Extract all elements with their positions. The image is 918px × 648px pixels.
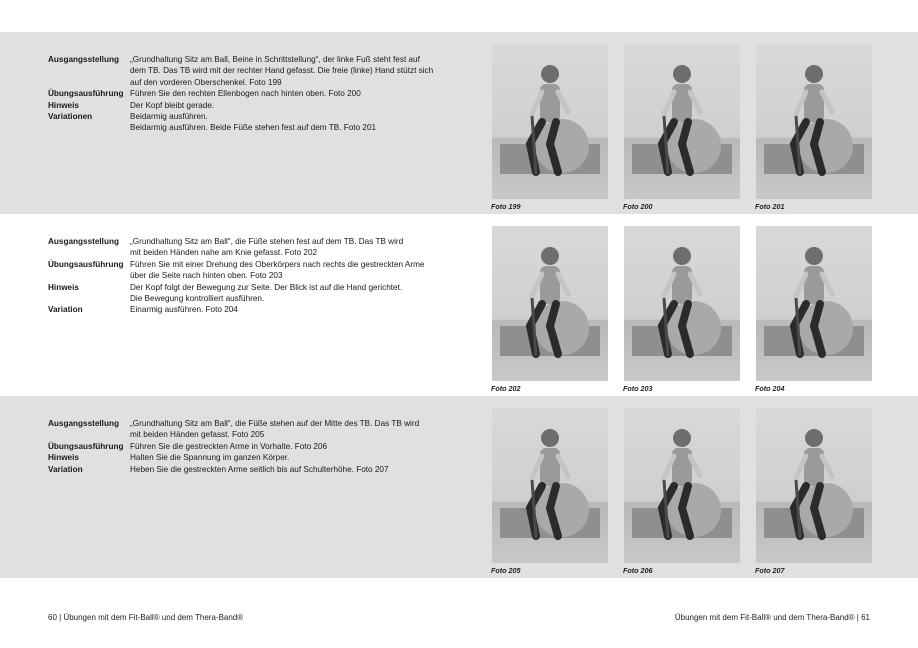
photo-caption: Foto 206: [623, 566, 653, 575]
row-text: Führen Sie den rechten Ellenbogen nach hinten oben. Foto 200: [130, 89, 361, 99]
footer-right-page-number: Übungen mit dem Fit-Ball® und dem Thera-Band® | 61: [674, 613, 870, 622]
row-label: Übungsausführung: [48, 89, 124, 99]
description-row: [48, 304, 440, 315]
row-text: „Grundhaltung Sitz am Ball“, die Füße stehen auf der Mitte des TB. Das TB wird: [130, 419, 420, 428]
row-text: Führen Sie mit einer Drehung des Oberkörpers nach rechts die gestreckten Arme: [130, 259, 425, 269]
row-text: Beidarmig ausführen. Beide Füße stehen fest auf dem TB. Foto 201: [130, 123, 377, 133]
woman-on-ball-photo: [492, 408, 608, 563]
photo-caption: Foto 204: [755, 384, 785, 393]
woman-on-ball-photo: [492, 226, 608, 381]
photo-caption: Foto 201: [755, 202, 785, 211]
description-row: [48, 77, 440, 88]
woman-on-ball-photo: [624, 408, 740, 563]
description-row: [48, 464, 440, 475]
exercise-description: [48, 54, 440, 134]
row-label-spacer: [48, 65, 130, 76]
row-text: Einarmig ausführen. Foto 204: [130, 305, 238, 315]
row-text: Beidarmig ausführen.: [130, 112, 208, 122]
footer-left-page-number: 60 | Übungen mit dem Fit-Ball® und dem Thera-Band®: [48, 613, 244, 622]
photo-caption: Foto 199: [491, 202, 521, 211]
description-row: [48, 418, 440, 429]
row-label: Ausgangsstellung: [48, 419, 119, 428]
row-text: Halten Sie die Spannung im ganzen Körper.: [130, 453, 290, 463]
row-label-spacer: [48, 247, 130, 258]
row-text: über die Seite nach hinten oben. Foto 203: [130, 271, 283, 281]
woman-on-ball-photo: [756, 226, 872, 381]
exercise-description: [48, 418, 440, 475]
description-row: [48, 441, 440, 452]
description-row: [48, 100, 440, 111]
row-label: Übungsausführung: [48, 441, 124, 451]
description-row: [48, 452, 440, 463]
row-label-spacer: [48, 293, 130, 304]
woman-on-ball-photo: [756, 44, 872, 199]
row-text: Heben Sie die gestreckten Arme seitlich bis auf Schulterhöhe. Foto 207: [130, 464, 389, 474]
description-row: [48, 111, 440, 122]
description-row: [48, 122, 440, 133]
row-label-spacer: [48, 122, 130, 133]
row-label: Ausgangsstellung: [48, 237, 119, 246]
woman-on-ball-photo: [624, 226, 740, 381]
row-text: auf den vorderen Oberschenkel. Foto 199: [130, 77, 282, 87]
exercise-description: [48, 236, 440, 316]
row-text: Der Kopf bleibt gerade.: [130, 100, 215, 110]
description-row: [48, 247, 440, 258]
row-label-spacer: [48, 77, 130, 88]
row-text: „Grundhaltung Sitz am Ball, Beine in Schrittstellung“, der linke Fuß steht fest auf: [130, 55, 420, 64]
row-text: Der Kopf folgt der Bewegung zur Seite. Der Blick ist auf die Hand gerichtet.: [130, 282, 403, 292]
row-text: Die Bewegung kontrolliert ausführen.: [130, 294, 265, 304]
woman-on-ball-photo: [624, 44, 740, 199]
row-text: „Grundhaltung Sitz am Ball“, die Füße stehen fest auf dem TB. Das TB wird: [130, 237, 404, 246]
woman-on-ball-photo: [756, 408, 872, 563]
description-row: [48, 54, 440, 65]
description-row: [48, 65, 440, 76]
description-row: [48, 282, 440, 293]
description-row: [48, 259, 440, 270]
woman-on-ball-photo: [492, 44, 608, 199]
description-row: [48, 429, 440, 440]
row-label: Hinweis: [48, 100, 79, 110]
row-label: Hinweis: [48, 453, 79, 463]
description-row: [48, 293, 440, 304]
row-label-spacer: [48, 270, 130, 281]
photo-caption: Foto 205: [491, 566, 521, 575]
row-label: Hinweis: [48, 282, 79, 292]
row-label-spacer: [48, 429, 130, 440]
row-label: Variationen: [48, 112, 93, 122]
description-row: [48, 88, 440, 99]
description-row: [48, 236, 440, 247]
photo-caption: Foto 200: [623, 202, 653, 211]
row-text: dem TB. Das TB wird mit der rechter Hand gefasst. Die freie (linke) Hand stützt sich: [130, 66, 434, 76]
row-label: Ausgangsstellung: [48, 55, 119, 64]
photo-caption: Foto 202: [491, 384, 521, 393]
row-text: mit beiden Händen gefasst. Foto 205: [130, 430, 265, 440]
row-label: Variation: [48, 464, 83, 474]
photo-caption: Foto 207: [755, 566, 785, 575]
row-text: Führen Sie die gestreckten Arme in Vorhalte. Foto 206: [130, 441, 328, 451]
description-row: [48, 270, 440, 281]
photo-caption: Foto 203: [623, 384, 653, 393]
row-label: Variation: [48, 305, 83, 315]
row-text: mit beiden Händen nahe am Knie gefasst. Foto 202: [130, 248, 318, 258]
row-label: Übungsausführung: [48, 259, 124, 269]
